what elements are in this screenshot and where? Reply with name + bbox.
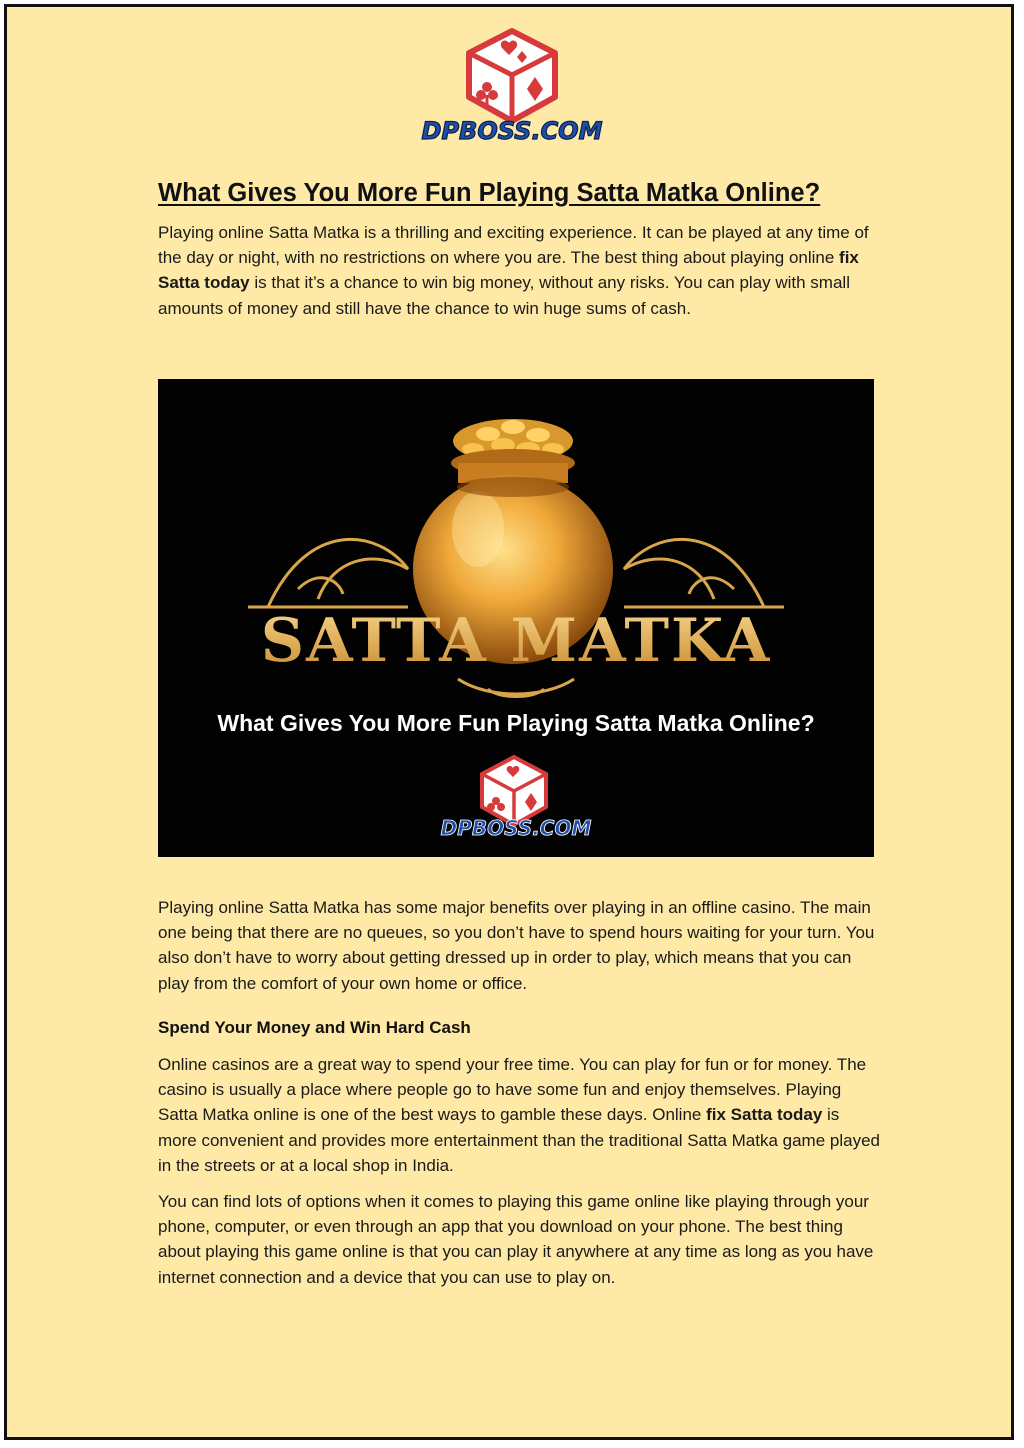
options-section <box>158 1189 880 1290</box>
banner-brand-title: SATTA MATKA <box>260 606 772 676</box>
banner-caption: What Gives You More Fun Playing Satta Matka Online? <box>217 710 815 736</box>
benefits-section <box>158 895 880 996</box>
casino-section <box>158 1052 880 1178</box>
fix-satta-keyword: fix Satta today <box>158 248 859 293</box>
hero-image <box>158 379 874 857</box>
logo-text: DPBOSS.COM <box>421 117 603 145</box>
casino-paragraph <box>158 1052 880 1178</box>
options-paragraph: You can find lots of options when it comes to playing this game online like playing through your phone, computer, or even through an app that you download on your phone. The best thing about playing this game online is that you can play it anywhere at any time as long as you have internet connection and a device that you can use to play on. <box>158 1192 874 1287</box>
casino-text-2: is more convenient and provides more entertainment than the traditional Satta Matka game played in the streets or at a local shop in India. <box>158 1105 880 1175</box>
intro-text-1: Playing online Satta Matka is a thrilling and exciting experience. It can be played at any time of the day or night, with no restrictions on where you are. The best thing about playing online <box>158 223 869 268</box>
satta-matka-banner <box>158 379 874 857</box>
benefits-paragraph: Playing online Satta Matka has some major benefits over playing in an offline casino. The main one being that there are no queues, so you don’t have to spend hours waiting for your turn. You also don’t have to worry about getting dressed up in order to play, which means that you can play from the comfort of your own home or office. <box>158 898 875 993</box>
banner-dice-icon <box>482 757 546 825</box>
dice-logo-icon <box>407 27 617 147</box>
intro-text-2: is that it’s a chance to win big money, without any risks. You can play with small amounts of money and still have the chance to win huge sums of cash. <box>158 273 850 318</box>
banner-logo-text: DPBOSS.COM <box>440 816 592 840</box>
article-intro <box>158 179 880 321</box>
dpboss-logo <box>407 27 617 147</box>
intro-paragraph <box>158 220 880 321</box>
casino-text-1: Online casinos are a great way to spend your free time. You can play for fun or for money. The casino is usually a place where people go to have some fun and enjoy themselves. Playing Satta Matka online is one of the best ways to gamble these days. Online <box>158 1055 867 1125</box>
fix-satta-keyword-2: fix Satta today <box>706 1105 823 1125</box>
document-page <box>4 4 1014 1440</box>
article-title: What Gives You More Fun Playing Satta Matka Online? <box>158 179 821 207</box>
section-subheading: Spend Your Money and Win Hard Cash <box>158 1018 471 1037</box>
